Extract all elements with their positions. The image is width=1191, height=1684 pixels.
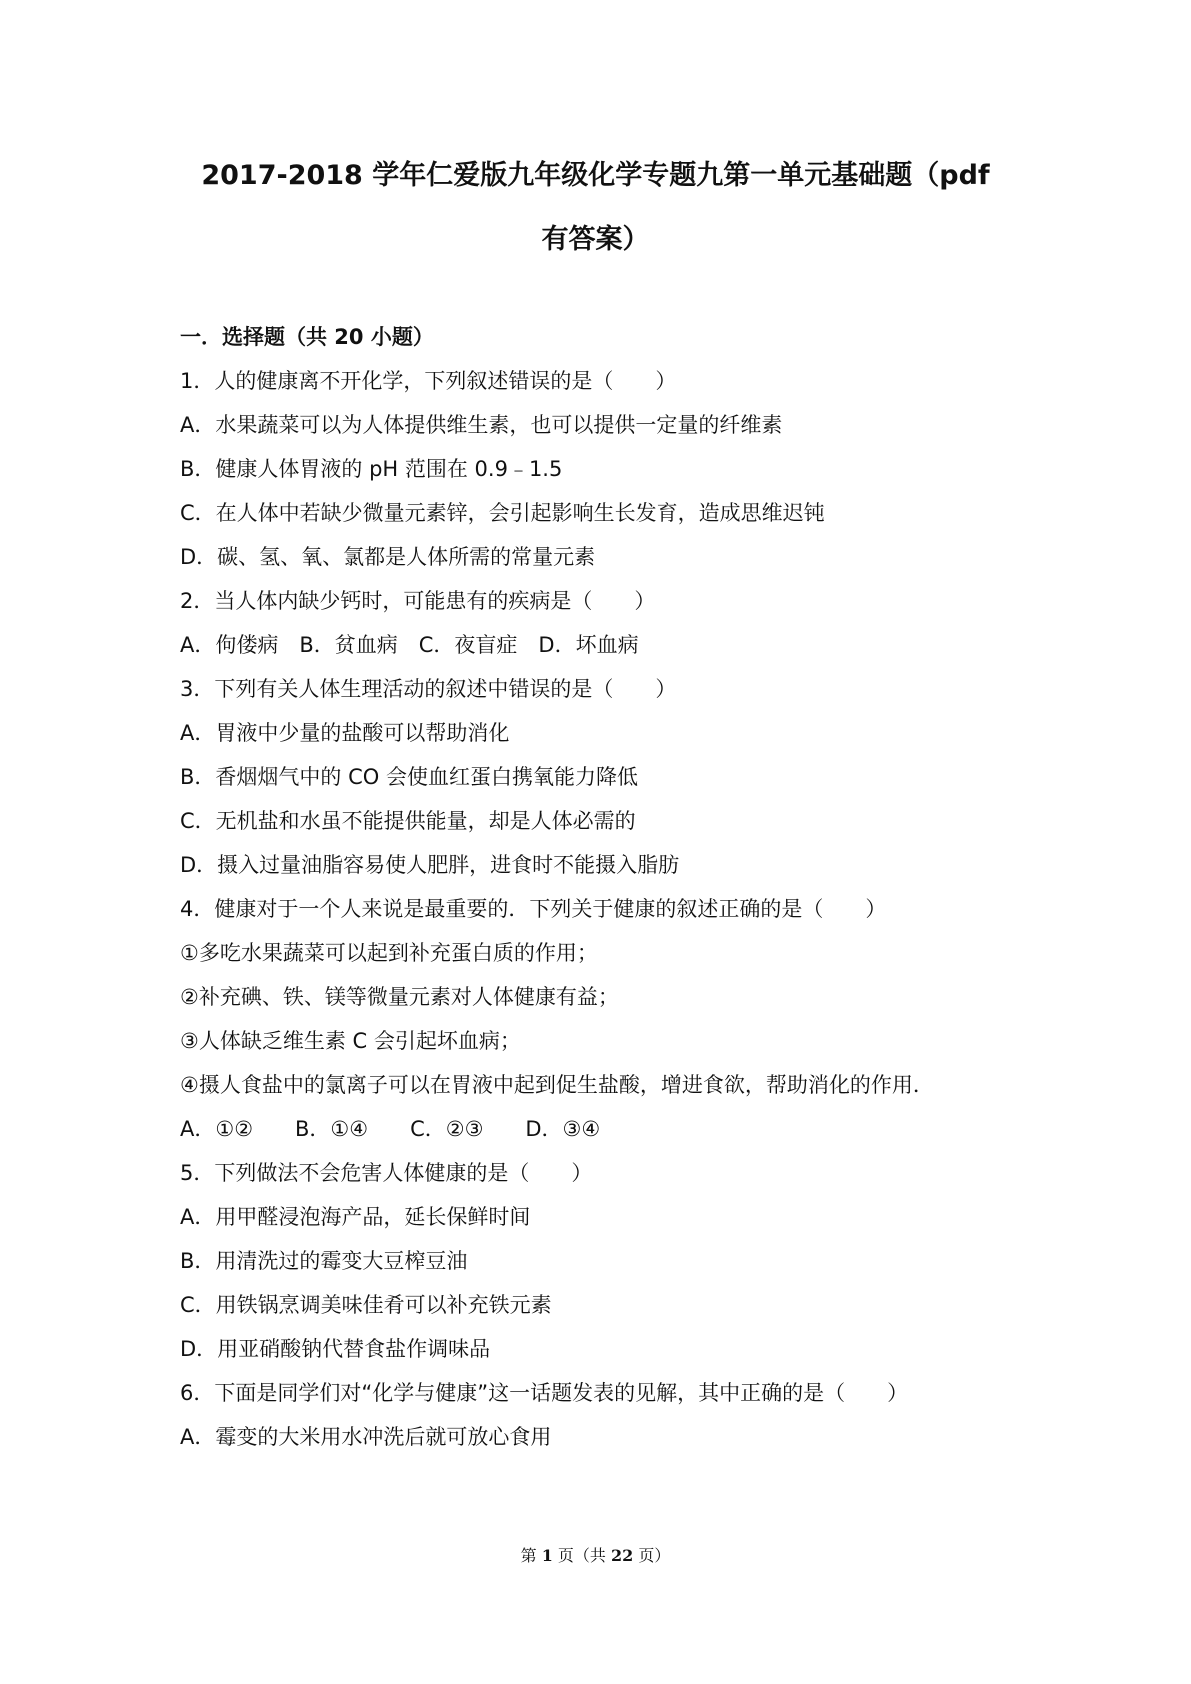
footer-middle: 页（共 bbox=[552, 1546, 612, 1565]
section-heading: 一．选择题（共 20 小题） bbox=[180, 325, 434, 349]
question-4-statement-1: ①多吃水果蔬菜可以起到补充蛋白质的作用； bbox=[180, 941, 598, 965]
question-5-option-c: C．用铁锅烹调美味佳肴可以补充铁元素 bbox=[180, 1293, 552, 1317]
question-6: 6．下面是同学们对“化学与健康”这一话题发表的见解，其中正确的是（ ） bbox=[180, 1381, 909, 1405]
question-5-option-a: A．用甲醛浸泡海产品，延长保鲜时间 bbox=[180, 1205, 531, 1229]
footer-total-pages: 22 bbox=[611, 1546, 634, 1565]
document-title-line-2: 有答案） bbox=[541, 224, 650, 255]
question-4-statement-3: ③人体缺乏维生素 C 会引起坏血病； bbox=[180, 1029, 521, 1053]
question-1-option-a: A．水果蔬菜可以为人体提供维生素，也可以提供一定量的纤维素 bbox=[180, 413, 783, 437]
question-3-option-c: C．无机盐和水虽不能提供能量，却是人体必需的 bbox=[180, 809, 636, 833]
question-3-option-d: D．摄入过量油脂容易使人肥胖，进食时不能摄入脂肪 bbox=[180, 853, 680, 877]
footer-prefix: 第 bbox=[520, 1546, 542, 1565]
question-5: 5．下列做法不会危害人体健康的是（ ） bbox=[180, 1161, 593, 1185]
question-2-options: A．佝偻病 B．贫血病 C．夜盲症 D．坏血病 bbox=[180, 633, 639, 657]
question-5-option-b: B．用清洗过的霉变大豆榨豆油 bbox=[180, 1249, 468, 1273]
question-1: 1．人的健康离不开化学，下列叙述错误的是（ ） bbox=[180, 369, 677, 393]
question-3-option-b: B．香烟烟气中的 CO 会使血红蛋白携氧能力降低 bbox=[180, 765, 638, 789]
footer-page-number: 1 bbox=[541, 1546, 553, 1565]
question-4-options: A．①② B．①④ C．②③ D．③④ bbox=[180, 1117, 601, 1141]
question-2: 2．当人体内缺少钙时，可能患有的疾病是（ ） bbox=[180, 589, 656, 613]
question-4: 4．健康对于一个人来说是最重要的．下列关于健康的叙述正确的是（ ） bbox=[180, 897, 887, 921]
question-4-statement-4: ④摄人食盐中的氯离子可以在胃液中起到促生盐酸，增进食欲，帮助消化的作用． bbox=[180, 1073, 934, 1097]
question-1-option-d: D．碳、氢、氧、氯都是人体所需的常量元素 bbox=[180, 545, 596, 569]
page-footer bbox=[0, 1544, 1191, 1568]
question-1-option-c: C．在人体中若缺少微量元素锌，会引起影响生长发育，造成思维迟钝 bbox=[180, 501, 825, 525]
footer-suffix: 页） bbox=[633, 1546, 671, 1565]
question-3-option-a: A．胃液中少量的盐酸可以帮助消化 bbox=[180, 721, 510, 745]
question-1-option-b: B．健康人体胃液的 pH 范围在 0.9﹣1.5 bbox=[180, 457, 563, 481]
document-title-line-1: 2017-2018 学年仁爱版九年级化学专题九第一单元基础题（pdf bbox=[201, 160, 990, 191]
question-5-option-d: D．用亚硝酸钠代替食盐作调味品 bbox=[180, 1337, 491, 1361]
question-6-option-a: A．霉变的大米用水冲洗后就可放心食用 bbox=[180, 1425, 552, 1449]
question-3: 3．下列有关人体生理活动的叙述中错误的是（ ） bbox=[180, 677, 677, 701]
question-4-statement-2: ②补充碘、铁、镁等微量元素对人体健康有益； bbox=[180, 985, 619, 1009]
